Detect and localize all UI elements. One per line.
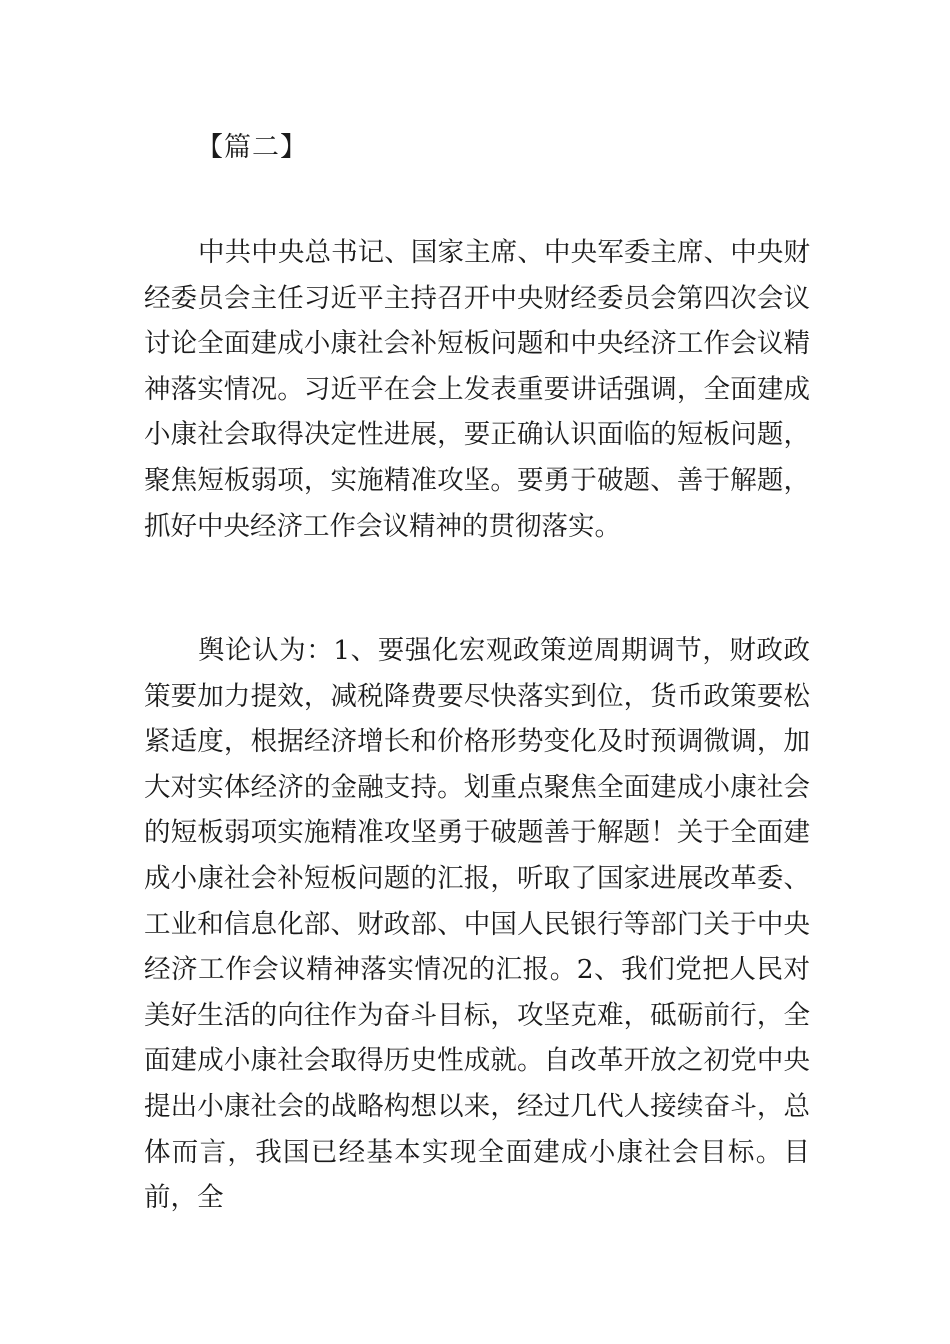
body-paragraph-2: 舆论认为：1、要强化宏观政策逆周期调节，财政政策要加力提效，减税降费要尽快落实到位，货币政策要松紧适度，根据经济增长和价格形势变化及时预调微调，加大对实体经济的金融支持。划重点聚焦全面建成小康社会的短板弱项实施精准攻坚勇于破题善于解题！关于全面建成小康社会补短板问题的汇报，听取了国家进展改革委、工业和信息化部、财政部、中国人民银行等部门关于中央经济工作会议精神落实情况的汇报。2、我们党把人民对美好生活的向往作为奋斗目标，攻坚克难，砥砺前行，全面建成小康社会取得历史性成就。自改革开放之初党中央提出小康社会的战略构想以来，经过几代人接续奋斗，总体而言，我国已经基本实现全面建成小康社会目标。目前，全 <box>144 635 810 1214</box>
section-heading: 【篇二】 <box>196 132 308 163</box>
body-paragraph-1: 中共中央总书记、国家主席、中央军委主席、中央财经委员会主任习近平主持召开中央财经委员会第四次会议讨论全面建成小康社会补短板问题和中央经济工作会议精神落实情况。习近平在会上发表重要讲话强调，全面建成小康社会取得决定性进展，要正确认识面临的短板问题，聚焦短板弱项，实施精准攻坚。要勇于破题、善于解题，抓好中央经济工作会议精神的贯彻落实。 <box>144 237 810 542</box>
